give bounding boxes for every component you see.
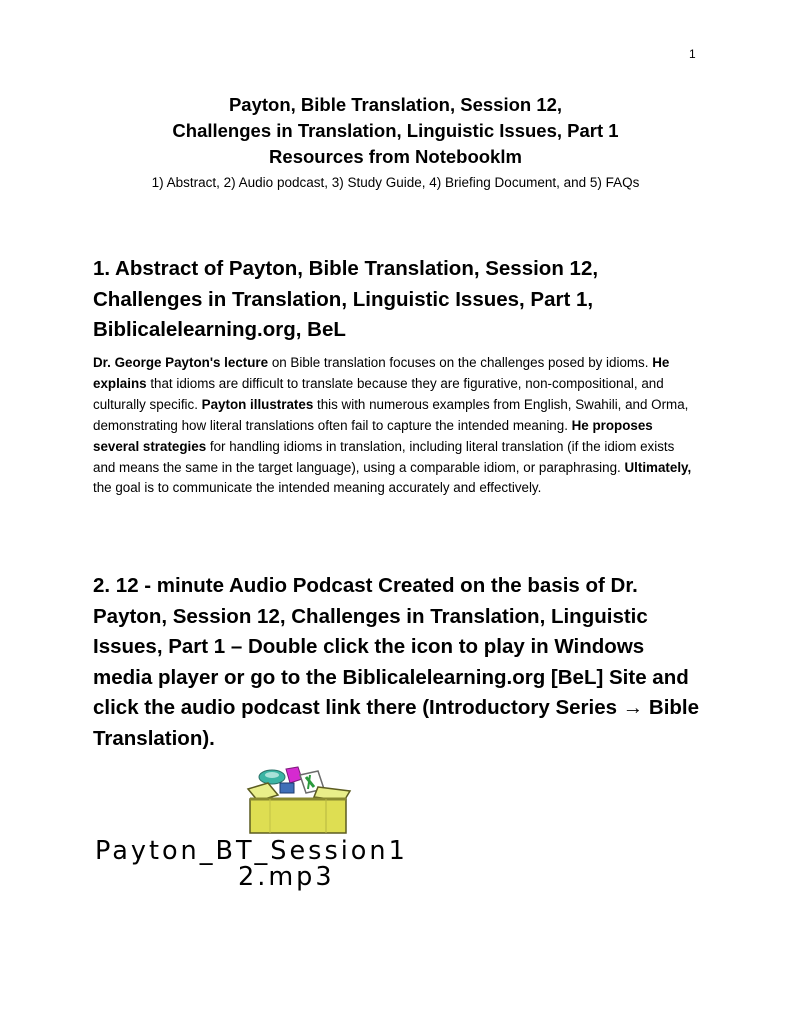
abstract-bold-4: He proposes several strategies: [93, 417, 653, 454]
abstract-text-4: for handling idioms in translation, including literal translation (if the idiom exists and means the same in the target language), using a comparable idiom, or paraphrasing.: [93, 438, 675, 475]
abstract-text-5: the goal is to communicate the intended meaning accurately and effectively.: [93, 480, 542, 496]
title-line-1: Payton, Bible Translation, Session 12,: [228, 94, 563, 115]
abstract-paragraph: [93, 353, 695, 499]
resource-list: 1) Abstract, 2) Audio podcast, 3) Study Guide, 4) Briefing Document, and 5) FAQs: [151, 175, 640, 190]
arrow-icon: →: [622, 696, 644, 719]
title-line-3: Resources from Notebooklm: [269, 146, 522, 167]
abstract-text-2: that idioms are difficult to translate because they are figurative, non-compositional, and culturally specific.: [93, 375, 664, 412]
abstract-bold-1: Dr. George Payton's lecture: [93, 355, 269, 370]
page-number: 1: [689, 47, 696, 61]
abstract-bold-3: Payton illustrates: [201, 396, 314, 412]
package-icon[interactable]: [240, 765, 360, 835]
title-line-2: Challenges in Translation, Linguistic Issues, Part 1: [172, 120, 619, 141]
media-filename-line-1[interactable]: Payton_BT_Session1: [95, 836, 408, 866]
podcast-heading-end: Bible Translation).: [93, 696, 700, 750]
abstract-bold-5: Ultimately,: [624, 459, 692, 475]
abstract-heading: 1. Abstract of Payton, Bible Translation, Session 12, Challenges in Translation, Linguistic Issues, Part 1, Biblicalelearning.org, BeL: [93, 257, 599, 341]
podcast-heading-text: 2. 12 - minute Audio Podcast Created on the basis of Dr. Payton, Session 12, Challenges in Translation, Linguistic Issues, Part 1 – Double click the icon to play in Windows media player or go to the Biblicalelearning.org [BeL] Site and click the audio podcast link there (Introductory Series: [93, 574, 689, 719]
abstract-bold-2: He explains: [93, 355, 670, 391]
podcast-heading: [93, 571, 703, 754]
abstract-text-3: this with numerous examples from English, Swahili, and Orma, demonstrating how literal translations often fail to capture the intended meaning.: [93, 396, 689, 433]
media-filename-line-2[interactable]: 2.mp3: [238, 862, 335, 892]
abstract-text-1: on Bible translation focuses on the challenges posed by idioms.: [268, 355, 653, 370]
document-header: [0, 92, 791, 195]
